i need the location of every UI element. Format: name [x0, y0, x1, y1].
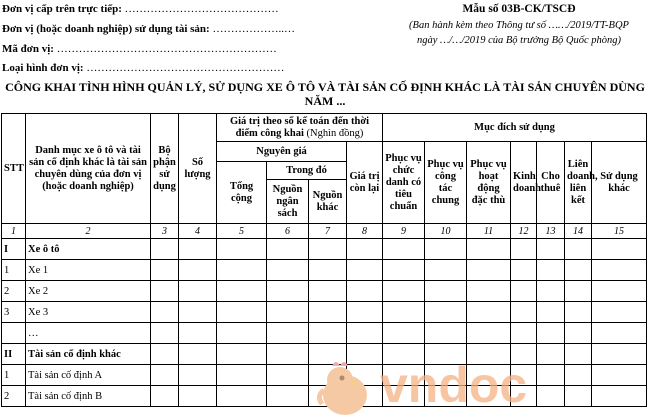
empty-cell	[467, 260, 511, 281]
empty-cell	[151, 386, 179, 407]
row-stt	[2, 323, 26, 344]
empty-cell	[217, 302, 267, 323]
empty-cell	[425, 260, 467, 281]
empty-cell	[347, 323, 383, 344]
table-row	[2, 302, 647, 323]
empty-cell	[151, 239, 179, 260]
row-stt: II	[2, 344, 26, 365]
row-asset-name: Tài sản cố định B	[26, 386, 151, 407]
column-number: 12	[511, 224, 537, 239]
column-number: 6	[267, 224, 309, 239]
empty-cell	[179, 365, 217, 386]
table-row	[2, 281, 647, 302]
header-purpose-other: Sử dụng khác	[592, 142, 647, 224]
empty-cell	[511, 260, 537, 281]
column-number: 1	[2, 224, 26, 239]
empty-cell	[309, 323, 347, 344]
header-department: Bộ phận sử dụng	[151, 114, 179, 224]
empty-cell	[383, 302, 425, 323]
empty-cell	[267, 239, 309, 260]
header-original-price: Nguyên giá	[217, 142, 347, 162]
vndoc-watermark	[300, 350, 650, 418]
header-purpose-general: Phục vụ công tác chung	[425, 142, 467, 224]
header-purpose-special: Phục vụ hoạt động đặc thù	[467, 142, 511, 224]
header-remaining-value: Giá trị còn lại	[347, 142, 383, 224]
empty-cell	[309, 302, 347, 323]
row-asset-name: Xe ô tô	[26, 239, 151, 260]
column-number: 15	[592, 224, 647, 239]
watermark-text: vndoc	[380, 357, 528, 413]
empty-cell	[347, 239, 383, 260]
header-purpose-title: Phục vụ chức danh có tiêu chuẩn	[383, 142, 425, 224]
header-book-value: Giá trị theo sổ kế toán đến thời điểm công khai (Nghìn đồng)	[217, 114, 383, 142]
table-row	[2, 260, 647, 281]
empty-cell	[179, 386, 217, 407]
unit-line-using-unit: Đơn vị (hoặc doanh nghiệp) sử dụng tài sản: ………………..…	[2, 23, 295, 35]
empty-cell	[537, 323, 565, 344]
header-usage-purpose: Mục đích sử dụng	[383, 114, 647, 142]
empty-cell	[151, 281, 179, 302]
empty-cell	[537, 302, 565, 323]
empty-cell	[347, 260, 383, 281]
issued-note: (Ban hành kèm theo Thông tư số ……/2019/TT-BQP ngày …/…/2019 của Bộ trưởng Bộ Quốc phòng)	[409, 20, 629, 46]
empty-cell	[309, 239, 347, 260]
row-asset-name: Tài sản cố định A	[26, 365, 151, 386]
header-quantity: Số lượng	[179, 114, 217, 224]
empty-cell	[537, 239, 565, 260]
empty-cell	[511, 302, 537, 323]
header-other-source: Nguồn khác	[309, 180, 347, 224]
empty-cell	[217, 260, 267, 281]
header-asset-list: Danh mục xe ô tô và tài sản cố định khác là tài sản chuyên dùng của đơn vị (hoặc doanh nghiệp)	[26, 114, 151, 224]
column-number: 8	[347, 224, 383, 239]
empty-cell	[383, 260, 425, 281]
empty-cell	[511, 239, 537, 260]
document-title: CÔNG KHAI TÌNH HÌNH QUẢN LÝ, SỬ DỤNG XE Ô TÔ VÀ TÀI SẢN CỐ ĐỊNH KHÁC LÀ TÀI SẢN CHUYÊN DÙNG NĂM ...	[5, 80, 645, 108]
empty-cell	[267, 302, 309, 323]
empty-cell	[217, 386, 267, 407]
empty-cell	[179, 239, 217, 260]
empty-cell	[537, 260, 565, 281]
column-number: 13	[537, 224, 565, 239]
table-row	[2, 323, 647, 344]
empty-cell	[565, 281, 592, 302]
empty-cell	[179, 281, 217, 302]
empty-cell	[217, 323, 267, 344]
empty-cell	[592, 323, 647, 344]
column-number: 10	[425, 224, 467, 239]
empty-cell	[565, 239, 592, 260]
empty-cell	[565, 323, 592, 344]
row-stt: 2	[2, 386, 26, 407]
empty-cell	[217, 239, 267, 260]
column-number: 3	[151, 224, 179, 239]
empty-cell	[425, 323, 467, 344]
column-number-row	[2, 224, 647, 239]
empty-cell	[267, 260, 309, 281]
row-asset-name: Xe 3	[26, 302, 151, 323]
header-stt: STT	[2, 114, 26, 224]
column-number: 9	[383, 224, 425, 239]
empty-cell	[425, 281, 467, 302]
empty-cell	[347, 302, 383, 323]
empty-cell	[592, 302, 647, 323]
empty-cell	[425, 239, 467, 260]
empty-cell	[151, 365, 179, 386]
row-asset-name: Xe 2	[26, 281, 151, 302]
empty-cell	[309, 260, 347, 281]
empty-cell	[467, 302, 511, 323]
row-asset-name: Tài sản cố định khác	[26, 344, 151, 365]
table-row	[2, 239, 647, 260]
header-total: Tổng cộng	[217, 162, 267, 224]
empty-cell	[151, 323, 179, 344]
header-of-which: Trong đó	[267, 162, 347, 180]
row-stt: 3	[2, 302, 26, 323]
header-purpose-rent: Cho thuê	[537, 142, 565, 224]
empty-cell	[537, 281, 565, 302]
empty-cell	[383, 239, 425, 260]
column-number: 7	[309, 224, 347, 239]
empty-cell	[179, 323, 217, 344]
empty-cell	[179, 302, 217, 323]
empty-cell	[511, 281, 537, 302]
row-stt: 1	[2, 365, 26, 386]
empty-cell	[467, 281, 511, 302]
column-number: 5	[217, 224, 267, 239]
empty-cell	[383, 281, 425, 302]
column-number: 11	[467, 224, 511, 239]
empty-cell	[425, 302, 467, 323]
empty-cell	[267, 281, 309, 302]
empty-cell	[467, 239, 511, 260]
empty-cell	[217, 281, 267, 302]
empty-cell	[592, 281, 647, 302]
header-purpose-joint: Liên doanh, liên kết	[565, 142, 592, 224]
empty-cell	[179, 344, 217, 365]
row-asset-name: Xe 1	[26, 260, 151, 281]
empty-cell	[511, 323, 537, 344]
row-stt: 1	[2, 260, 26, 281]
empty-cell	[179, 260, 217, 281]
unit-line-type: Loại hình đơn vị: ………………………………………………	[2, 62, 285, 74]
unit-line-code: Mã đơn vị: ……………………………………………………	[2, 43, 277, 55]
row-stt: 2	[2, 281, 26, 302]
empty-cell	[151, 260, 179, 281]
chicken-mascot-icon	[319, 362, 367, 415]
column-number: 2	[26, 224, 151, 239]
empty-cell	[592, 239, 647, 260]
row-asset-name: …	[26, 323, 151, 344]
header-budget-source: Nguồn ngân sách	[267, 180, 309, 224]
unit-line-superior: Đơn vị cấp trên trực tiếp: ……………………………………	[2, 3, 279, 15]
empty-cell	[217, 365, 267, 386]
empty-cell	[217, 344, 267, 365]
empty-cell	[383, 323, 425, 344]
empty-cell	[151, 302, 179, 323]
column-number: 14	[565, 224, 592, 239]
empty-cell	[565, 260, 592, 281]
empty-cell	[467, 323, 511, 344]
empty-cell	[347, 281, 383, 302]
form-number: Mẫu số 03B-CK/TSCĐ	[462, 3, 576, 15]
empty-cell	[309, 281, 347, 302]
empty-cell	[151, 344, 179, 365]
column-number: 4	[179, 224, 217, 239]
header-purpose-business: Kinh doanh	[511, 142, 537, 224]
empty-cell	[565, 302, 592, 323]
row-stt: I	[2, 239, 26, 260]
empty-cell	[267, 323, 309, 344]
empty-cell	[592, 260, 647, 281]
